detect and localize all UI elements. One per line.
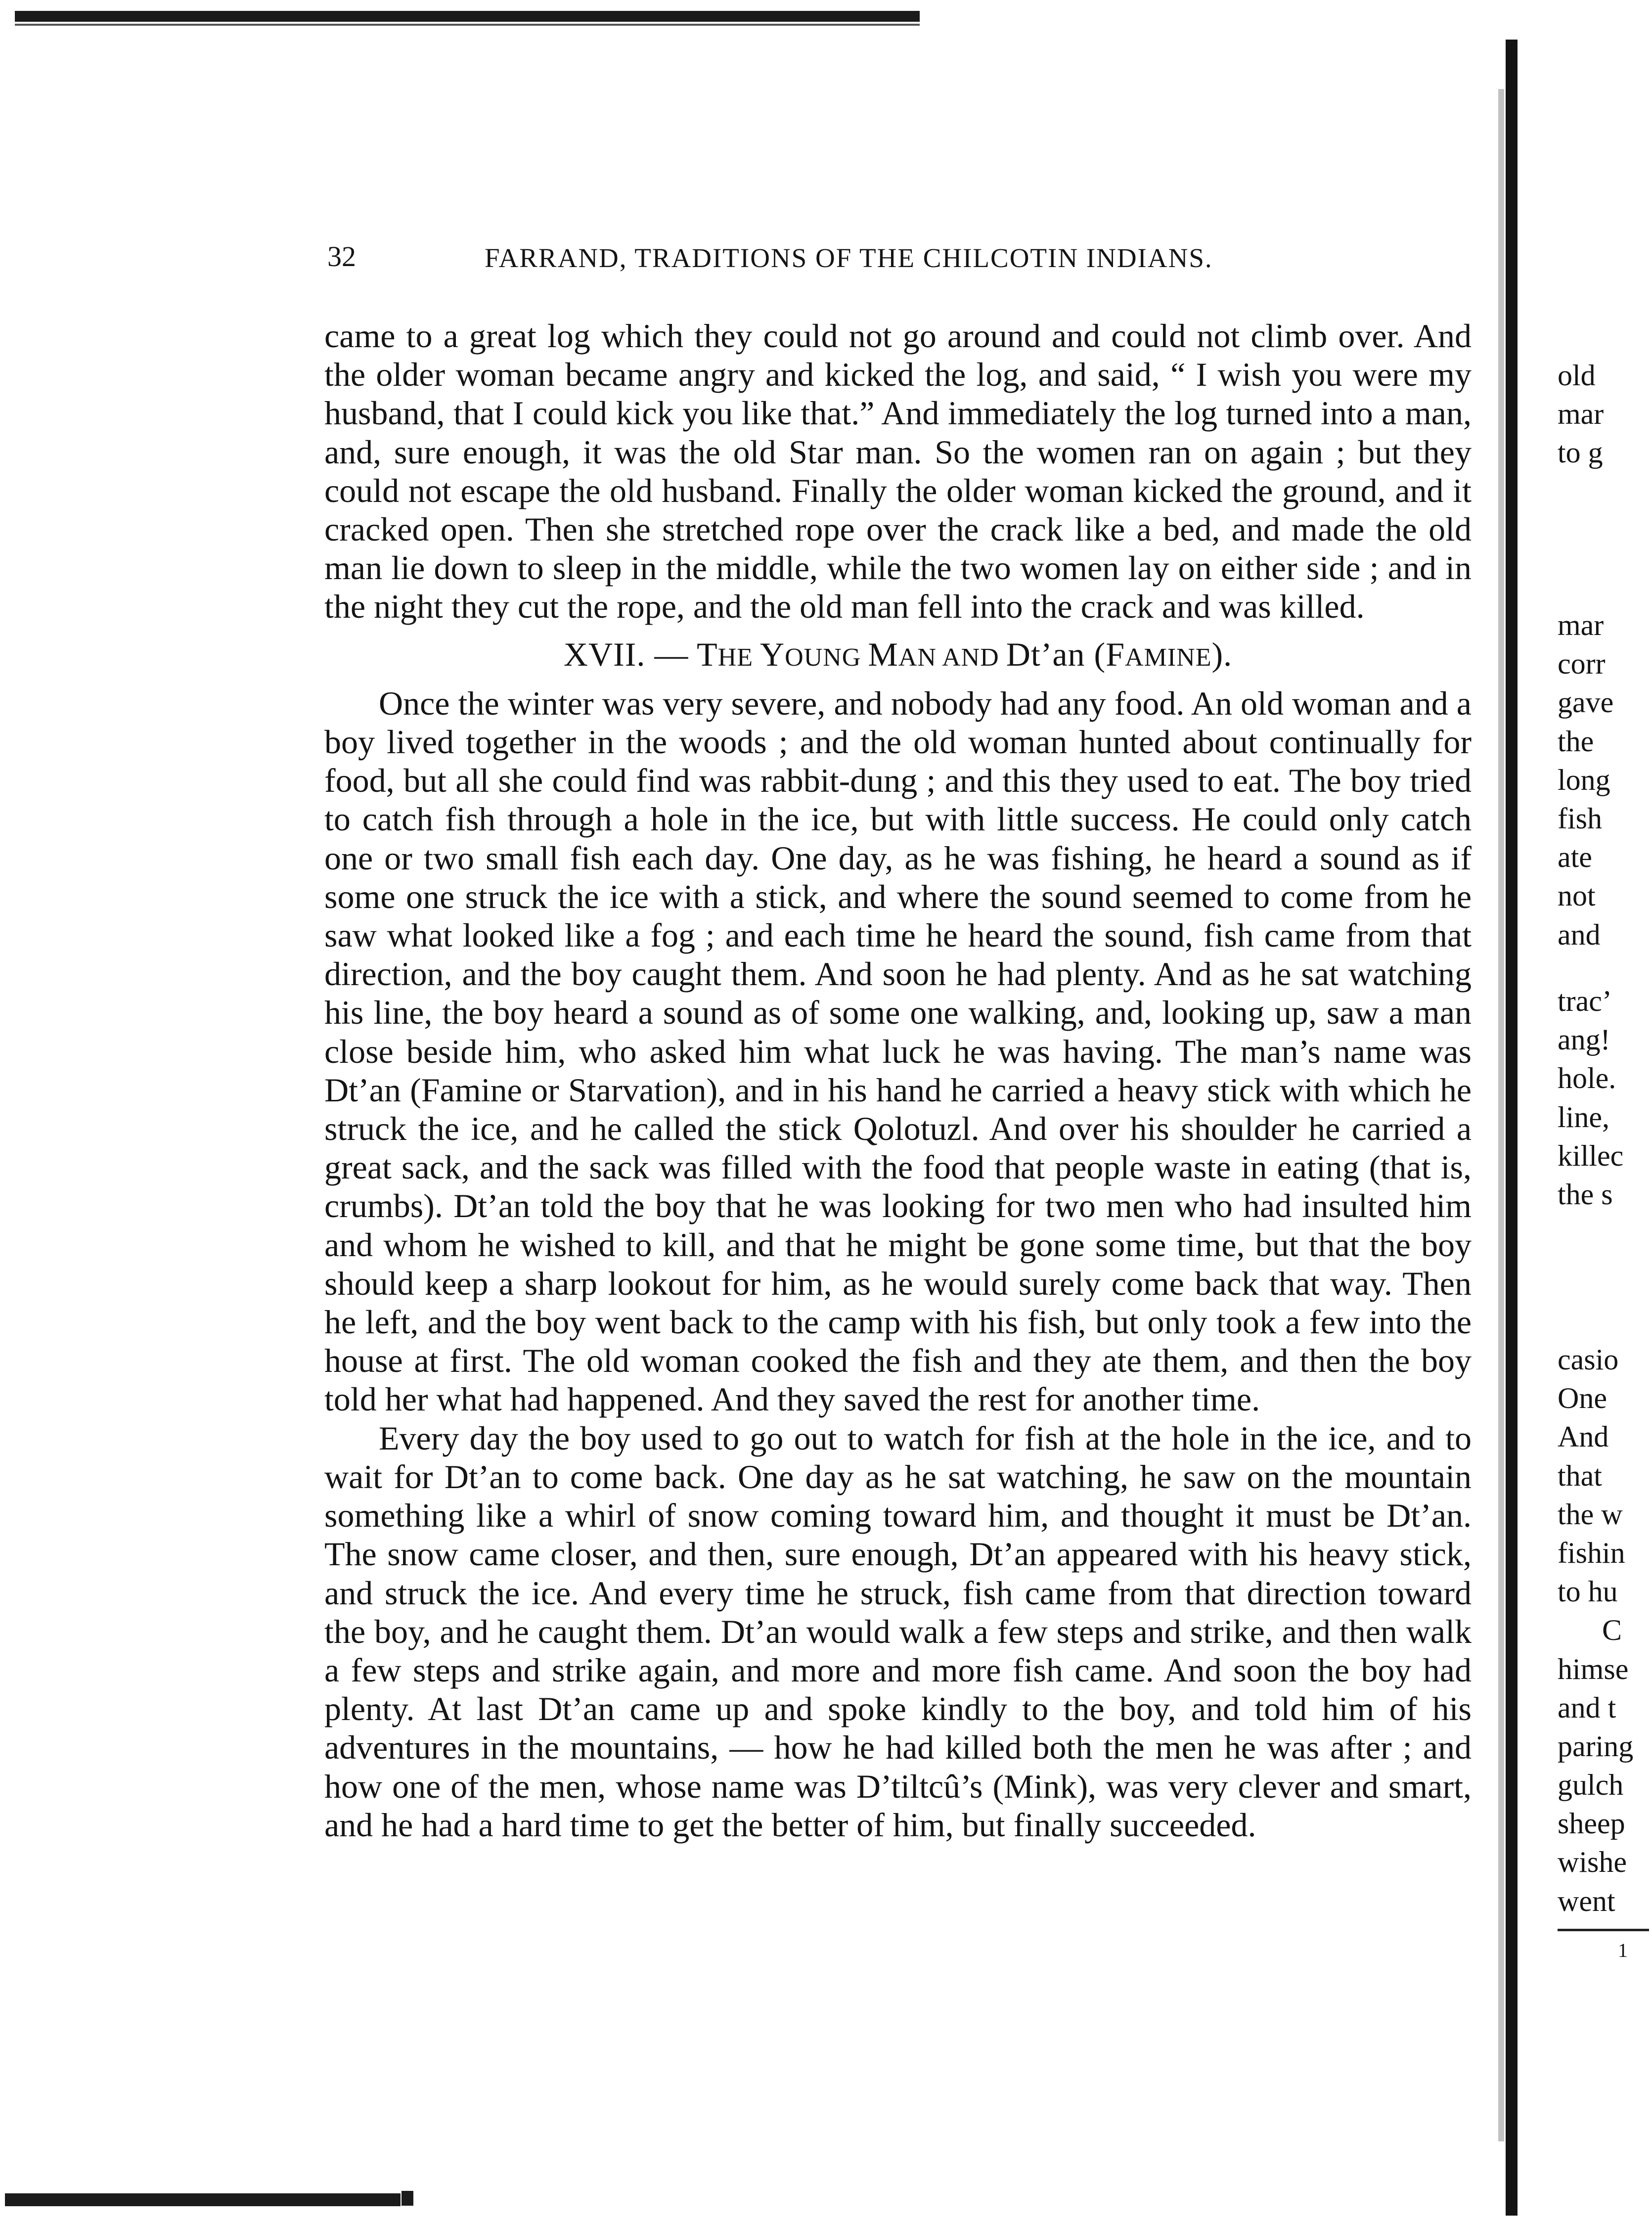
running-head: FARRAND, TRADITIONS OF THE CHILCOTIN INDIANS. (485, 243, 1213, 273)
fragment-line: paring (1558, 1729, 1634, 1763)
fragment-line: old (1558, 359, 1596, 392)
page-number: 32 (327, 240, 356, 272)
fragment-line: killec (1558, 1139, 1624, 1172)
facing-page-footnote-rule (1558, 1929, 1649, 1931)
fragment-line: fish (1558, 802, 1602, 835)
fragment-line: himse (1558, 1652, 1629, 1685)
facing-page-fragment-d (1558, 1340, 1652, 1920)
paragraph-continued: came to a great log which they could not go around and could not climb over. And the older woman became angry and kicked the log, and said, “ I wish you were my husband, that I could kick you like that.” And immediately the log turned into a man, and, sure enough, it was the old Star man. So the women ran on again ; but they could not escape the old husband. Finally the older woman kicked the ground, and it cracked open. Then she stretched rope over the crack like a bed, and made the old man lie down to sleep in the middle, while the two women lay on either side ; and in the night they cut the rope, and the old man fell into the crack and was killed. (324, 317, 1472, 626)
heading-word-man-initial: M (868, 635, 898, 673)
fragment-line: and (1558, 918, 1601, 951)
heading-word-young-rest: OUNG (785, 643, 868, 672)
paragraph: Every day the boy used to go out to watch for fish at the hole in the ice, and to wait for Dt’an to come back. One day as he sat watching, he saw on the mountain something like a whirl of snow coming toward him, and thought it must be Dt’an. The snow came closer, and then, sure enough, Dt’an appeared with his heavy stick, and struck the ice. And every time he struck, fish came from that direction toward the boy, and he caught them. Dt’an would walk a few steps and strike, and then walk a few steps and strike again, and more and more fish came. And soon the boy had plenty. At last Dt’an came up and spoke kindly to the boy, and told him of his adventures in the mountains, — how he had killed both the men he was after ; and how one of the men, whose name was D’tiltcû’s (Mink), was very clever and smart, and he had a hard time to get the better of him, but finally succeeded. (324, 1419, 1472, 1844)
facing-page-fragment-b (1558, 606, 1652, 954)
facing-page-fragment-c (1558, 982, 1652, 1214)
fragment-line: mar (1558, 398, 1604, 431)
fragment-line: trac’ (1558, 985, 1612, 1017)
fragment-line: gulch (1558, 1769, 1624, 1802)
fragment-line: corr (1558, 647, 1606, 681)
fragment-line: C (1602, 1614, 1622, 1647)
main-text-column (324, 317, 1472, 1844)
heading-word-the-initial: T (697, 635, 718, 673)
gutter-shadow (1498, 89, 1504, 2141)
fragment-line: ang! (1558, 1023, 1610, 1056)
fragment-line: mar (1558, 609, 1604, 641)
fragment-line: sheep (1558, 1807, 1625, 1840)
fragment-line: and t (1558, 1691, 1616, 1724)
fragment-line: not (1558, 879, 1596, 912)
fragment-line: the (1558, 725, 1594, 758)
fragment-line: the s (1558, 1178, 1613, 1211)
top-scan-rule-thin (15, 24, 920, 26)
heading-word-dtan: Dt’an ( (1006, 635, 1106, 673)
heading-number: XVII. — (563, 635, 697, 673)
book-gutter (1506, 40, 1518, 2216)
fragment-line: And (1558, 1420, 1609, 1453)
fragment-line: One (1558, 1382, 1607, 1415)
fragment-line: hole. (1558, 1062, 1616, 1095)
fragment-line: long (1558, 763, 1610, 796)
fragment-line: gave (1558, 686, 1614, 719)
top-scan-rule (15, 11, 920, 22)
bottom-scan-rule (5, 2193, 401, 2206)
fragment-line: to hu (1558, 1575, 1618, 1608)
paragraph: Once the winter was very severe, and nobody had any food. An old woman and a boy lived together in the woods ; and the old woman hunted about continually for food, but all she could find was rabbit-dung ; and this they used to eat. The boy tried to catch fish through a hole in the ice, but with little success. He could only catch one or two small fish each day. One day, as he was fishing, he heard a sound as if some one struck the ice with a stick, and where the sound seemed to come from he saw what looked like a fog ; and each time he heard the sound, fish came from that direction, and the boy caught them. And soon he had plenty. And as he sat watching his line, the boy heard a sound as of some one walking, and, looking up, saw a man close beside him, who asked him what luck he was having. The man’s name was Dt’an (Famine or Starvation), and in his hand he carried a heavy stick with which he struck the ice, and he called the stick Qolotuzl. And over his shoulder he carried a great sack, and the sack was filled with the food that people waste in eating (that is, crumbs). Dt’an told the boy that he was looking for two men who had insulted him and whom he wished to kill, and that he might be gone some time, but that the boy should keep a sharp lookout for him, as he would surely come back that way. Then he left, and the boy went back to the camp with his fish, but only took a few into the house at first. The old woman cooked the fish and they ate them, and then the boy told her what had happened. And they saved the rest for another time. (324, 684, 1472, 1418)
heading-word-famine-rest: AMINE (1125, 643, 1212, 672)
fragment-line: wishe (1558, 1846, 1627, 1879)
fragment-line: to g (1558, 436, 1603, 469)
heading-word-famine-initial: F (1106, 635, 1125, 673)
bottom-scan-mark (402, 2191, 413, 2206)
facing-page-footnote-mark: 1 (1618, 1939, 1628, 1961)
fragment-line: casio (1558, 1343, 1619, 1376)
heading-word-the-rest: HE (717, 643, 760, 672)
heading-close: ). (1211, 635, 1233, 673)
section-heading (324, 635, 1472, 677)
fragment-line: the w (1558, 1498, 1623, 1531)
heading-word-young-initial: Y (760, 635, 785, 673)
fragment-line: ate (1558, 841, 1592, 874)
fragment-line: line, (1558, 1100, 1609, 1134)
fragment-line: fishin (1558, 1536, 1625, 1569)
fragment-line: went (1558, 1884, 1615, 1917)
facing-page-fragment-a (1558, 356, 1652, 472)
heading-word-man-rest: AN AND (898, 643, 1006, 672)
fragment-line: that (1558, 1459, 1602, 1492)
